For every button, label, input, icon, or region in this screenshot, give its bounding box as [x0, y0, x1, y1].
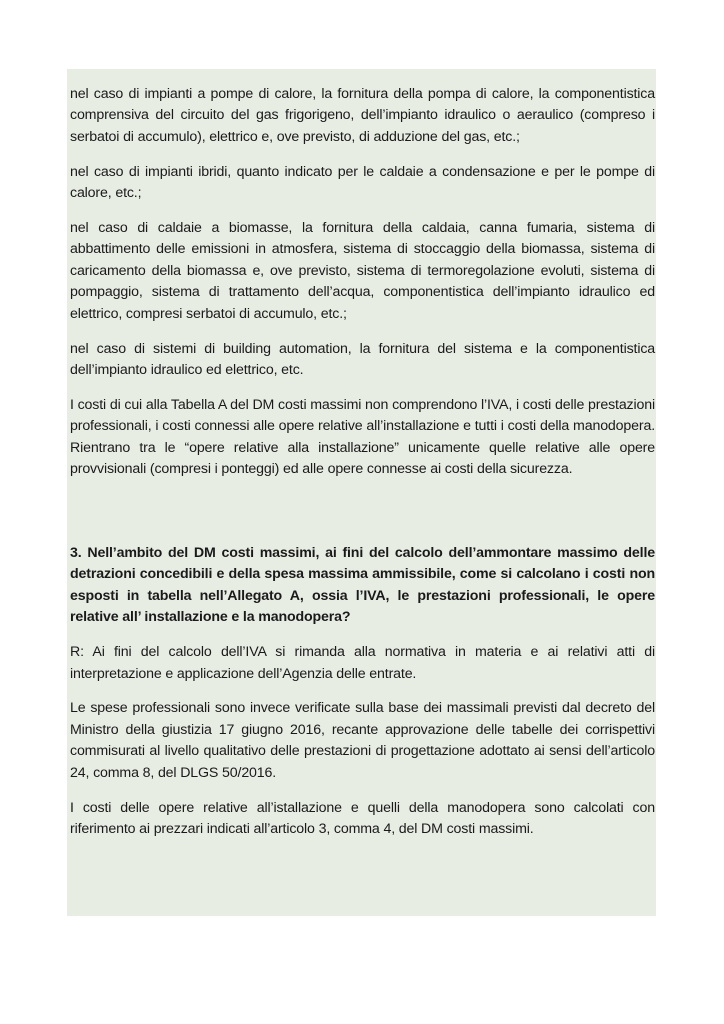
paragraph-table-a-costs: I costi di cui alla Tabella A del DM costi massimi non comprendono l’IVA, i costi delle prestazioni professionali, i costi connessi alle opere relative all’installazione e tutti i costi della manodopera. Rientrano tra le “opere relative alla installazione” unicamente quelle relative alle opere provvisionali (compresi i ponteggi) ed alle opere connesse ai costi della sicurezza.: [70, 396, 655, 478]
section-spacer: [70, 494, 655, 543]
document-body: [70, 84, 655, 854]
paragraph-hybrid-systems: nel caso di impianti ibridi, quanto indicato per le caldaie a condensazione e per le pompe di calore, etc.;: [70, 163, 655, 202]
paragraph-building-automation: nel caso di sistemi di building automation, la fornitura del sistema e la componentistica dell’impianto idraulico ed elettrico, etc.: [70, 340, 655, 378]
paragraph-heat-pumps: nel caso di impianti a pompe di calore, la fornitura della pompa di calore, la componentistica comprensiva del circuito del gas frigorigeno, dell’impianto idraulico o aeraulico (compreso i serbatoi di accumulo), elettrico e, ove previsto, di adduzione del gas, etc.;: [70, 86, 655, 145]
answer-paragraph-professional-fees: Le spese professionali sono invece verificate sulla base dei massimali previsti dal decreto del Ministro della giustizia 17 giugno 2016, recante approvazione delle tabelle dei corrispettivi commisurati al livello qualitativo delle prestazioni di progettazione adottato ai sensi dell’articolo 24, comma 8, del DLGS 50/2016.: [70, 700, 655, 781]
paragraph-biomass-boilers: nel caso di caldaie a biomasse, la fornitura della caldaia, canna fumaria, sistema di abbattimento delle emissioni in atmosfera, sistema di stoccaggio della biomassa, sistema di caricamento della biomassa e, ove previsto, sistema di termoregolazione evoluti, sistema di pompaggio, sistema di trattamento dell’acqua, componentistica dell’impianto idraulico ed elettrico, compresi serbatoi di accumulo, etc.;: [70, 220, 655, 322]
answer-paragraph-installation-labour: I costi delle opere relative all’istallazione e quelli della manodopera sono calcolati con riferimento ai prezzari indicati all’articolo 3, comma 4, del DM costi massimi.: [70, 799, 655, 837]
question-heading: 3. Nell’ambito del DM costi massimi, ai fini del calcolo dell’ammontare massimo delle detrazioni concedibili e della spesa massima ammissibile, come si calcolano i costi non esposti in tabella nell’Allegato A, ossia l’IVA, le prestazioni professionali, le opere relative all’ installazione e la manodopera?: [70, 545, 655, 626]
answer-paragraph-iva: R: Ai fini del calcolo dell’IVA si rimanda alla normativa in materia e ai relativi atti di interpretazione e applicazione dell’Agenzia delle entrate.: [70, 644, 655, 682]
